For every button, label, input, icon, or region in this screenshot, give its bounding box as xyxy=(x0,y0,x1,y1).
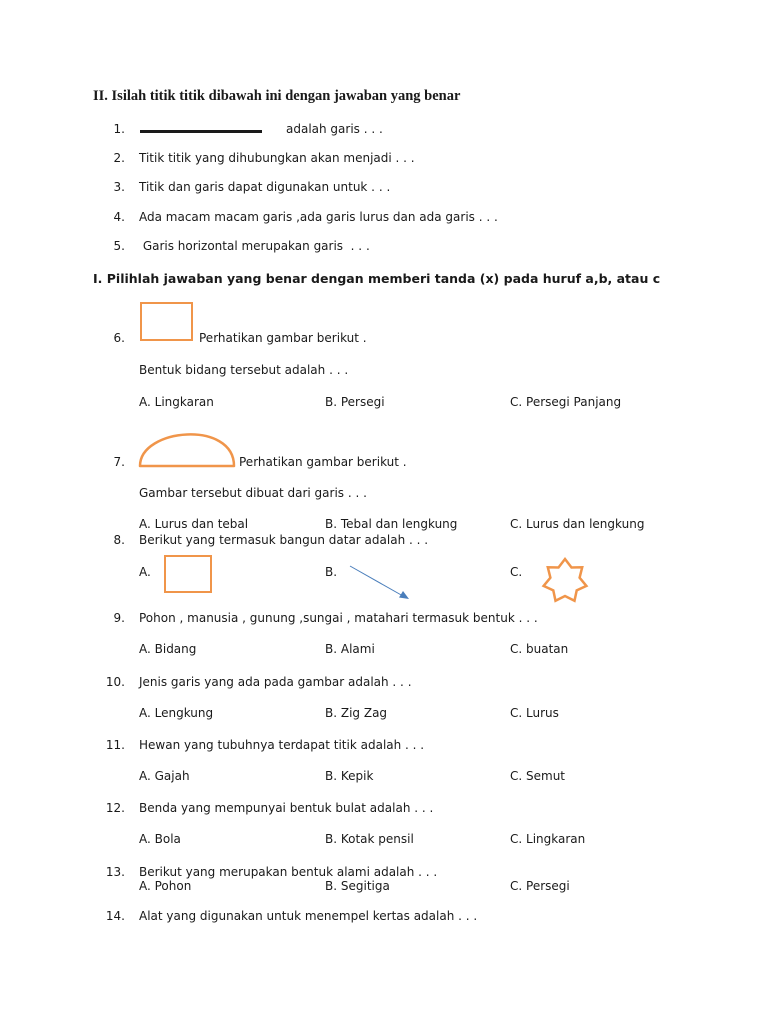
option-b: B. Kepik xyxy=(325,769,374,783)
option-b: B. Tebal dan lengkung xyxy=(325,517,458,531)
option-a: A. Lingkaran xyxy=(139,395,214,409)
option-c: C. buatan xyxy=(510,642,569,656)
half-circle-figure xyxy=(138,424,238,469)
item-text: Titik dan garis dapat digunakan untuk . . . xyxy=(139,180,391,194)
question-text: Hewan yang tubuhnya terdapat titik adalah . . . xyxy=(139,738,425,752)
item-text: adalah garis . . . xyxy=(286,122,383,136)
star-figure xyxy=(538,559,592,603)
item-number: 4. xyxy=(113,210,125,224)
option-b: B. Alami xyxy=(325,642,375,656)
option-c: C. Persegi xyxy=(510,879,570,893)
option-a: A. Bidang xyxy=(139,642,197,656)
item-number: 2. xyxy=(113,151,125,165)
question-number: 6. xyxy=(113,331,125,345)
question-prompt: Perhatikan gambar berikut . xyxy=(239,455,407,469)
section-choice-heading: I. Pilihlah jawaban yang benar dengan memberi tanda (x) pada huruf a,b, atau c xyxy=(93,271,661,286)
question-text: Pohon , manusia , gunung ,sungai , matahari termasuk bentuk . . . xyxy=(139,611,538,625)
question-number: 13. xyxy=(105,865,125,879)
question-number: 9. xyxy=(113,611,125,625)
option-a: A. Lurus dan tebal xyxy=(139,517,249,531)
square-option-figure xyxy=(164,555,212,593)
question-text: Alat yang digunakan untuk menempel kertas adalah . . . xyxy=(139,909,478,923)
option-a: A. Pohon xyxy=(139,879,192,893)
item-text: Garis horizontal merupakan garis . . . xyxy=(139,239,370,253)
option-c: C. Lurus xyxy=(510,706,559,720)
arrow-line-figure xyxy=(348,564,412,602)
question-number: 14. xyxy=(105,909,125,923)
option-c: C. Lingkaran xyxy=(510,832,586,846)
question-number: 8. xyxy=(113,533,125,547)
section-fill-heading: II. Isilah titik titik dibawah ini dengan jawaban yang benar xyxy=(93,88,461,104)
rectangle-figure xyxy=(140,302,193,341)
blank-thick-line xyxy=(140,130,262,133)
option-c: C. Lurus dan lengkung xyxy=(510,517,645,531)
question-number: 12. xyxy=(105,801,125,815)
question-text: Jenis garis yang ada pada gambar adalah . . . xyxy=(139,675,412,689)
option-c: C. xyxy=(510,565,523,579)
option-b: B. Segitiga xyxy=(325,879,390,893)
item-number: 3. xyxy=(113,180,125,194)
item-text: Ada macam macam garis ,ada garis lurus dan ada garis . . . xyxy=(139,210,498,224)
option-a: A. Bola xyxy=(139,832,181,846)
item-number: 1. xyxy=(113,122,125,136)
question-text: Benda yang mempunyai bentuk bulat adalah . . . xyxy=(139,801,434,815)
option-a: A. xyxy=(139,565,151,579)
option-a: A. Gajah xyxy=(139,769,190,783)
option-b: B. Persegi xyxy=(325,395,385,409)
option-c: C. Semut xyxy=(510,769,566,783)
question-text: Berikut yang termasuk bangun datar adalah . . . xyxy=(139,533,429,547)
item-number: 5. xyxy=(113,239,125,253)
question-text: Berikut yang merupakan bentuk alami adalah . . . xyxy=(139,865,438,879)
question-prompt: Perhatikan gambar berikut . xyxy=(199,331,367,345)
option-b: B. xyxy=(325,565,338,579)
question-number: 7. xyxy=(113,455,125,469)
option-b: B. Zig Zag xyxy=(325,706,388,720)
option-c: C. Persegi Panjang xyxy=(510,395,622,409)
question-number: 10. xyxy=(105,675,125,689)
question-text: Bentuk bidang tersebut adalah . . . xyxy=(139,363,349,377)
question-text: Gambar tersebut dibuat dari garis . . . xyxy=(139,486,367,500)
item-text: Titik titik yang dihubungkan akan menjadi . . . xyxy=(139,151,415,165)
option-b: B. Kotak pensil xyxy=(325,832,414,846)
question-number: 11. xyxy=(105,738,125,752)
option-a: A. Lengkung xyxy=(139,706,214,720)
